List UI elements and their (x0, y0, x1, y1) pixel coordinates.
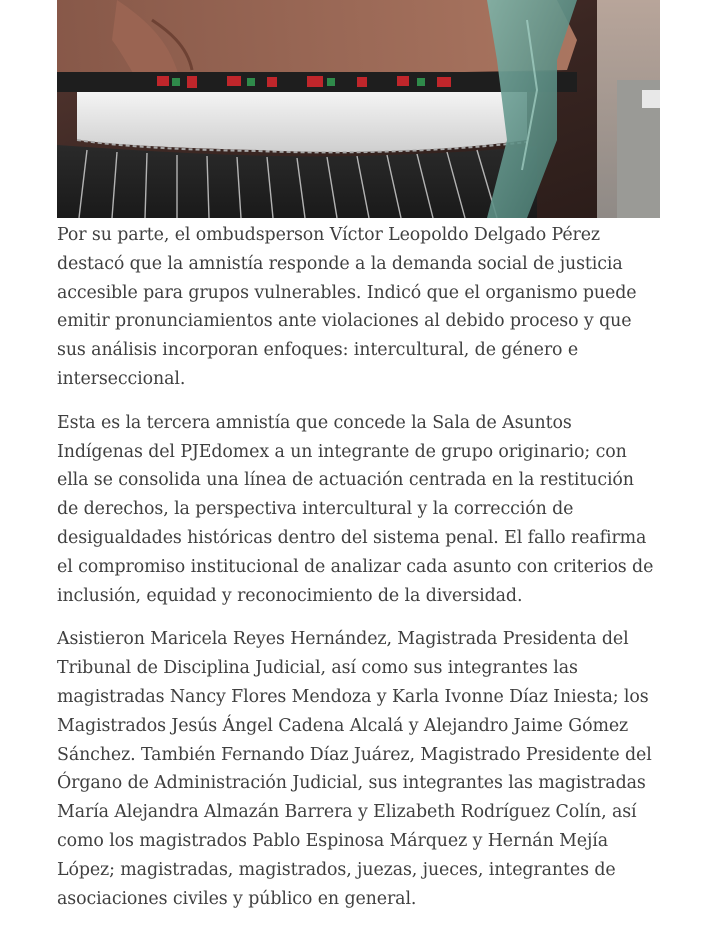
article-paragraph: Asistieron Maricela Reyes Hernández, Magistrada Presidenta del Tribunal de Disciplina Judicial, así como sus integrantes las magistradas Nancy Flores Mendoza y Karla Ivonne Díaz Iniesta; los Magistrados Jesús Ángel Cadena Alcalá y Alejandro Jaime Gómez Sánchez. También Fernando Díaz Juárez, Magistrado Presidente del Órgano de Administración Judicial, sus integrantes las magistradas María Alejandra Almazán Barrera y Elizabeth Rodríguez Colín, así como los magistrados Pablo Espinosa Márquez y Hernán Mejía López; magistradas, magistrados, juezas, jueces, integrantes de asociaciones civiles y público en general. (57, 629, 652, 909)
article-body (57, 0, 660, 913)
article-paragraph: Esta es la tercera amnistía que concede la Sala de Asuntos Indígenas del PJEdomex a un integrante de grupo originario; con ella se consolida una línea de actuación centrada en la restitución de derechos, la perspectiva intercultural y la corrección de desigualdades históricas dentro del sistema penal. El fallo reafirma el compromiso institucional de analizar cada asunto con criterios de inclusión, equidad y reconocimiento de la diversidad. (57, 412, 654, 606)
article-photo (57, 0, 660, 218)
article-paragraph: Por su parte, el ombudsperson Víctor Leopoldo Delgado Pérez destacó que la amnistía responde a la demanda social de justicia accesible para grupos vulnerables. Indicó que el organismo puede emitir pronunciamientos ante violaciones al debido proceso y que sus análisis incorporan enfoques: intercultural, de género e interseccional. (57, 225, 637, 389)
garment-photo-illustration (57, 0, 660, 218)
